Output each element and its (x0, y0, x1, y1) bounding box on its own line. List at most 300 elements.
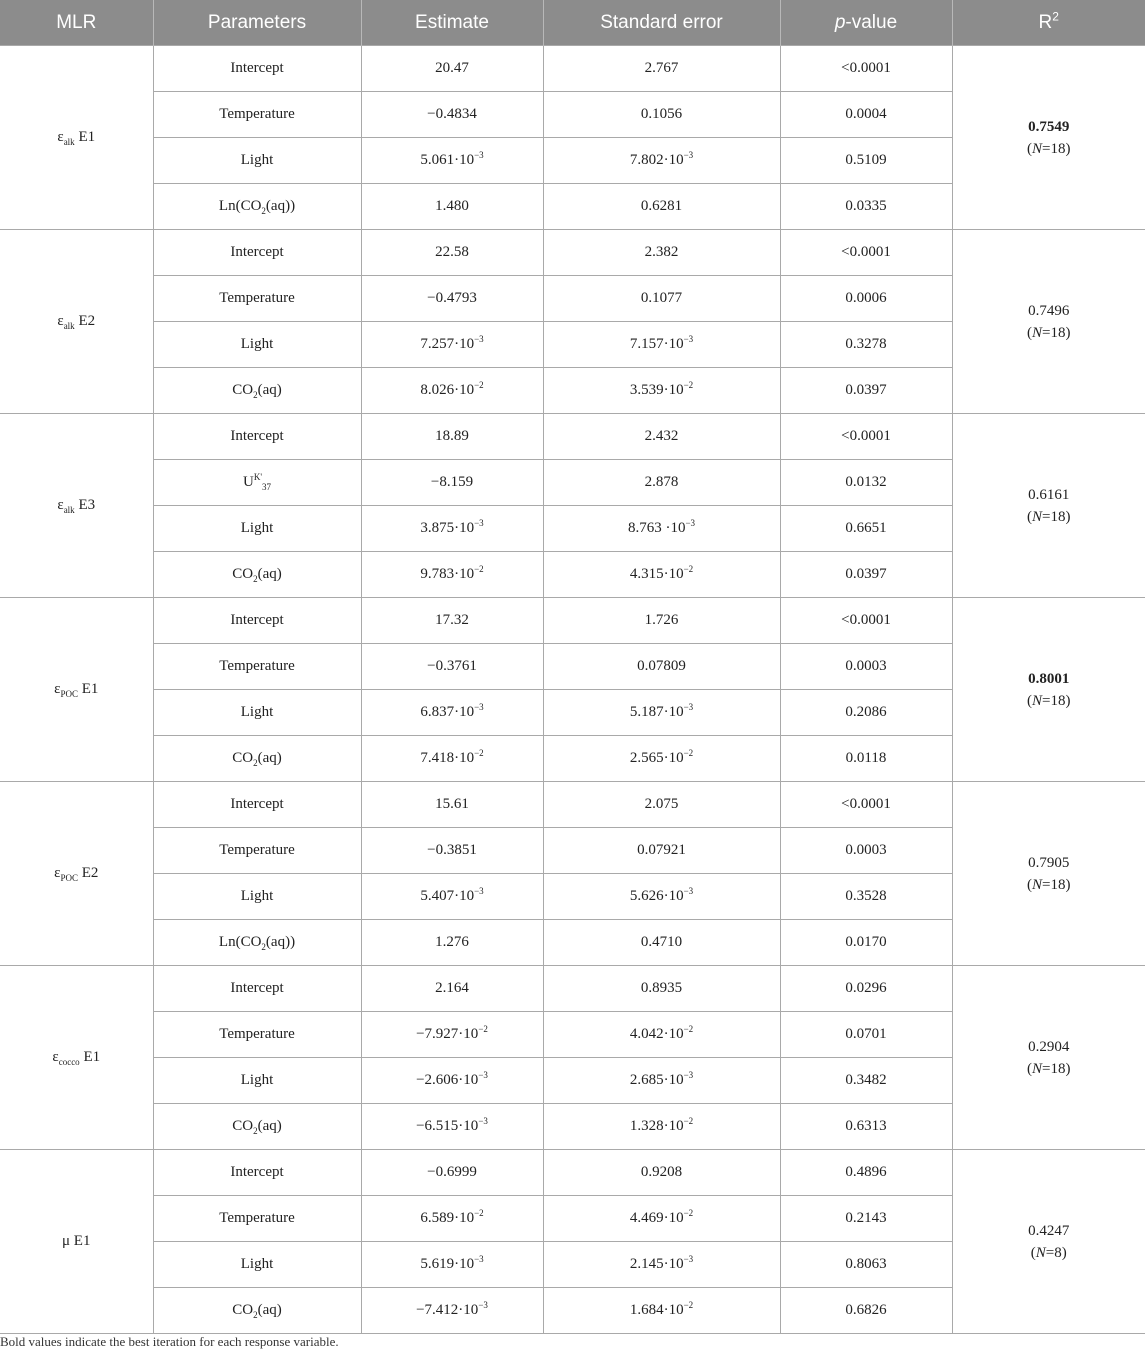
estimate-cell (361, 1150, 543, 1196)
model-name-sub: POC (60, 873, 78, 883)
header-estimate: Estimate (361, 0, 543, 46)
estimate-cell (361, 138, 543, 184)
parameter-cell (153, 1288, 361, 1334)
sample-size (953, 874, 1145, 896)
p-value-cell: <0.0001 (780, 782, 952, 828)
header-mlr: MLR (0, 0, 153, 46)
p-value-cell: 0.0170 (780, 920, 952, 966)
standard-error-base: 2.432 (644, 428, 679, 444)
p-italic: p (834, 11, 846, 33)
parameter-cell (153, 1058, 361, 1104)
parameter-cell (153, 966, 361, 1012)
estimate-base: −8.159 (430, 474, 474, 490)
parameter-cell (153, 1104, 361, 1150)
parameter-sub: 37 (261, 482, 271, 492)
sample-size-label: N (1035, 1244, 1046, 1261)
estimate-base: 5.061·10 (420, 152, 475, 168)
p-value-cell: 0.0132 (780, 460, 952, 506)
parameter-cell (153, 736, 361, 782)
model-name-sub: alk (63, 137, 75, 147)
standard-error-base: 2.382 (644, 244, 679, 260)
parameter-rest: (aq)) (265, 198, 296, 214)
estimate-cell (361, 966, 543, 1012)
standard-error-base: 1.684·10 (629, 1302, 684, 1318)
paren-close: ) (1065, 1060, 1071, 1077)
table-row (0, 782, 1145, 828)
parameter-base: Ln(CO (218, 934, 262, 950)
parameter-cell (153, 644, 361, 690)
estimate-base: 5.619·10 (420, 1256, 475, 1272)
table-body (0, 46, 1145, 1334)
parameter-cell (153, 552, 361, 598)
parameter-cell (153, 368, 361, 414)
r-squared-value: 0.7905 (1028, 854, 1070, 871)
standard-error-sup: −3 (683, 702, 694, 712)
sample-size-label: N (1032, 140, 1043, 157)
parameter-rest: (aq) (257, 566, 282, 582)
estimate-sup: −2 (474, 748, 484, 758)
parameter-rest: (aq)) (265, 934, 296, 950)
estimate-cell (361, 644, 543, 690)
paren-close: ) (1065, 876, 1071, 893)
parameter-sub: 2 (253, 1126, 258, 1136)
estimate-base: 2.164 (435, 980, 469, 996)
standard-error-cell (543, 1012, 780, 1058)
parameter-rest: (aq) (257, 1302, 282, 1318)
estimate-cell (361, 506, 543, 552)
r-squared-value: 0.4247 (1028, 1222, 1070, 1239)
parameter-cell (153, 874, 361, 920)
estimate-sup: −2 (474, 564, 484, 574)
estimate-cell (361, 184, 543, 230)
parameter-sub: 2 (261, 942, 266, 952)
paren-open: ( (1027, 140, 1032, 157)
parameter-cell (153, 506, 361, 552)
mlr-model-name (0, 46, 153, 230)
p-value-cell: 0.0296 (780, 966, 952, 1012)
estimate-base: −7.412·10 (416, 1302, 479, 1318)
r-squared-value: 0.8001 (1028, 670, 1070, 687)
standard-error-cell (543, 230, 780, 276)
sample-size-label: N (1032, 324, 1043, 341)
standard-error-base: 4.042·10 (629, 1026, 684, 1042)
p-value-cell: 0.3278 (780, 322, 952, 368)
model-name-base: ε (54, 865, 61, 881)
estimate-cell (361, 1288, 543, 1334)
standard-error-cell (543, 138, 780, 184)
paren-open: ( (1027, 508, 1032, 525)
p-value-cell: 0.6826 (780, 1288, 952, 1334)
paren-close: ) (1065, 692, 1071, 709)
standard-error-cell (543, 184, 780, 230)
standard-error-base: 0.07809 (637, 658, 686, 674)
parameter-base: Temperature (219, 1210, 295, 1226)
model-name-sub: POC (60, 689, 78, 699)
paren-close: ) (1065, 140, 1071, 157)
estimate-sup: −3 (478, 1300, 488, 1310)
sample-size (953, 322, 1145, 344)
p-value-cell: 0.6313 (780, 1104, 952, 1150)
parameter-sub: 2 (253, 390, 258, 400)
standard-error-base: 7.157·10 (629, 336, 684, 352)
estimate-cell (361, 1012, 543, 1058)
standard-error-base: 2.878 (644, 474, 679, 490)
estimate-base: 8.026·10 (420, 382, 475, 398)
estimate-sup: −3 (478, 1070, 488, 1080)
estimate-base: 7.257·10 (420, 336, 475, 352)
p-value-cell: 0.4896 (780, 1150, 952, 1196)
standard-error-base: 8.763 ·10 (627, 520, 686, 536)
standard-error-sup: −2 (683, 564, 694, 574)
parameter-base: Intercept (230, 796, 284, 812)
parameter-cell (153, 1196, 361, 1242)
sample-size (953, 690, 1145, 712)
standard-error-cell (543, 598, 780, 644)
paren-open: ( (1027, 1060, 1032, 1077)
sample-size-value: =18 (1042, 876, 1066, 893)
estimate-cell (361, 598, 543, 644)
parameter-cell (153, 598, 361, 644)
table-row (0, 966, 1145, 1012)
parameter-cell (153, 322, 361, 368)
estimate-base: −6.515·10 (416, 1118, 479, 1134)
estimate-base: 18.89 (435, 428, 469, 444)
estimate-sup: −2 (478, 1024, 488, 1034)
parameter-base: Light (240, 704, 274, 720)
standard-error-cell (543, 1104, 780, 1150)
estimate-cell (361, 276, 543, 322)
p-value-cell: 0.0118 (780, 736, 952, 782)
parameter-base: U (243, 474, 254, 490)
standard-error-base: 2.767 (644, 60, 679, 76)
p-value-cell: 0.0335 (780, 184, 952, 230)
sample-size (953, 138, 1145, 160)
mlr-model-name (0, 230, 153, 414)
parameter-cell (153, 828, 361, 874)
standard-error-sup: −3 (683, 334, 694, 344)
p-value-cell: 0.2143 (780, 1196, 952, 1242)
parameter-cell (153, 690, 361, 736)
model-name-rest: E1 (74, 129, 96, 145)
parameter-sub: 2 (253, 1310, 258, 1320)
parameter-cell (153, 46, 361, 92)
r-squared-value: 0.7496 (1028, 302, 1070, 319)
standard-error-sup: −2 (683, 748, 694, 758)
model-name-rest: E1 (79, 1049, 101, 1065)
header-p-value (780, 0, 952, 46)
parameter-base: Light (240, 520, 274, 536)
estimate-base: −0.3851 (427, 842, 477, 858)
estimate-base: −2.606·10 (416, 1072, 479, 1088)
standard-error-sup: −2 (683, 380, 694, 390)
standard-error-sup: −3 (683, 150, 694, 160)
estimate-sup: −3 (474, 886, 484, 896)
paren-open: ( (1027, 692, 1032, 709)
estimate-base: 1.276 (435, 934, 469, 950)
standard-error-cell (543, 920, 780, 966)
table-row (0, 230, 1145, 276)
sample-size-value: =8 (1045, 1244, 1062, 1261)
model-name-sub: cocco (58, 1057, 80, 1067)
parameter-cell (153, 782, 361, 828)
paren-close: ) (1065, 324, 1071, 341)
estimate-cell (361, 920, 543, 966)
estimate-base: 20.47 (435, 60, 469, 76)
parameter-cell (153, 414, 361, 460)
parameter-base: Temperature (219, 290, 295, 306)
parameter-base: Intercept (230, 1164, 284, 1180)
parameter-sub: 2 (253, 574, 258, 584)
paren-open: ( (1027, 324, 1032, 341)
standard-error-cell (543, 1242, 780, 1288)
table-row (0, 46, 1145, 92)
table-row (0, 1150, 1145, 1196)
standard-error-base: 2.685·10 (629, 1072, 684, 1088)
standard-error-sup: −3 (683, 1254, 694, 1264)
estimate-cell (361, 414, 543, 460)
estimate-base: 1.480 (435, 198, 469, 214)
parameter-cell (153, 1012, 361, 1058)
mlr-model-name (0, 966, 153, 1150)
estimate-base: −0.3761 (427, 658, 477, 674)
standard-error-sup: −2 (683, 1024, 694, 1034)
parameter-base: CO (232, 382, 254, 398)
standard-error-base: 0.8935 (640, 980, 683, 996)
parameter-base: Light (240, 1256, 274, 1272)
header-standard-error: Standard error (543, 0, 780, 46)
estimate-sup: −2 (474, 1208, 484, 1218)
standard-error-cell (543, 1196, 780, 1242)
standard-error-base: 0.1056 (640, 106, 683, 122)
model-name-base: ε (52, 1049, 59, 1065)
estimate-cell (361, 230, 543, 276)
p-value-cell: 0.0397 (780, 368, 952, 414)
paren-open: ( (1030, 1244, 1036, 1261)
standard-error-cell (543, 506, 780, 552)
parameter-cell (153, 460, 361, 506)
p-value-cell: 0.0006 (780, 276, 952, 322)
sample-size (953, 1242, 1145, 1264)
parameter-sup: K' (253, 472, 262, 482)
p-value-rest: -value (845, 11, 898, 33)
standard-error-cell (543, 1288, 780, 1334)
estimate-base: 22.58 (435, 244, 469, 260)
sample-size-value: =18 (1042, 1060, 1066, 1077)
parameter-base: Light (240, 1072, 274, 1088)
parameter-base: CO (232, 1302, 254, 1318)
parameter-rest: (aq) (257, 750, 282, 766)
sample-size-value: =18 (1042, 508, 1066, 525)
p-value-cell: 0.2086 (780, 690, 952, 736)
parameter-base: CO (232, 566, 254, 582)
estimate-cell (361, 322, 543, 368)
table-header (0, 0, 1145, 46)
header-r-squared (952, 0, 1145, 46)
parameter-cell (153, 230, 361, 276)
sample-size-label: N (1032, 692, 1043, 709)
estimate-cell (361, 690, 543, 736)
standard-error-cell (543, 460, 780, 506)
standard-error-base: 4.315·10 (629, 566, 684, 582)
standard-error-cell (543, 1058, 780, 1104)
r2-base: R (1038, 11, 1053, 33)
standard-error-base: 7.802·10 (629, 152, 684, 168)
estimate-cell (361, 782, 543, 828)
parameter-cell (153, 1150, 361, 1196)
p-value-cell: 0.5109 (780, 138, 952, 184)
parameter-cell (153, 276, 361, 322)
sample-size-value: =18 (1042, 324, 1066, 341)
estimate-base: 6.837·10 (420, 704, 475, 720)
standard-error-base: 4.469·10 (629, 1210, 684, 1226)
estimate-cell (361, 368, 543, 414)
parameter-base: Intercept (230, 612, 284, 628)
parameter-base: CO (232, 750, 254, 766)
parameter-base: Temperature (219, 842, 295, 858)
p-value-cell: 0.3482 (780, 1058, 952, 1104)
estimate-sup: −3 (474, 518, 484, 528)
sample-size-label: N (1032, 508, 1043, 525)
parameter-rest: (aq) (257, 382, 282, 398)
standard-error-cell (543, 782, 780, 828)
estimate-base: 15.61 (435, 796, 469, 812)
paren-close: ) (1065, 508, 1071, 525)
p-value-cell: <0.0001 (780, 230, 952, 276)
standard-error-base: 1.328·10 (629, 1118, 684, 1134)
estimate-cell (361, 1104, 543, 1150)
estimate-base: −0.4834 (427, 106, 477, 122)
standard-error-base: 0.9208 (640, 1164, 683, 1180)
standard-error-base: 3.539·10 (629, 382, 684, 398)
parameter-sub: 2 (261, 206, 266, 216)
model-name-sub: alk (63, 321, 75, 331)
p-value-cell: <0.0001 (780, 46, 952, 92)
model-name-base: ε (57, 129, 64, 145)
standard-error-cell (543, 874, 780, 920)
model-name-rest: E3 (74, 497, 96, 513)
standard-error-sup: −3 (683, 886, 694, 896)
parameter-base: Temperature (219, 1026, 295, 1042)
sample-size-label: N (1032, 876, 1043, 893)
estimate-base: 9.783·10 (420, 566, 475, 582)
r-squared-cell (952, 598, 1145, 782)
sample-size-label: N (1032, 1060, 1043, 1077)
estimate-sup: −3 (474, 334, 484, 344)
r-squared-cell (952, 1150, 1145, 1334)
sample-size (953, 506, 1145, 528)
estimate-base: 5.407·10 (420, 888, 475, 904)
estimate-sup: −3 (478, 1116, 488, 1126)
r-squared-value: 0.6161 (1028, 486, 1070, 503)
standard-error-base: 2.075 (644, 796, 679, 812)
sample-size-value: =18 (1042, 140, 1066, 157)
table-row (0, 598, 1145, 644)
estimate-sup: −3 (474, 702, 484, 712)
r-squared-cell (952, 46, 1145, 230)
parameter-cell (153, 92, 361, 138)
estimate-cell (361, 874, 543, 920)
table-footnote: Bold values indicate the best iteration for each response variable. (0, 1334, 339, 1349)
standard-error-cell (543, 322, 780, 368)
r-squared-cell (952, 966, 1145, 1150)
standard-error-sup: −3 (683, 1070, 694, 1080)
model-name-base: ε (54, 681, 61, 697)
header-row (0, 0, 1145, 46)
estimate-cell (361, 736, 543, 782)
parameter-base: Temperature (219, 658, 295, 674)
parameter-cell (153, 1242, 361, 1288)
p-value-cell: 0.8063 (780, 1242, 952, 1288)
r-squared-cell (952, 230, 1145, 414)
parameter-base: Temperature (219, 106, 295, 122)
p-value-cell: 0.6651 (780, 506, 952, 552)
standard-error-sup: −2 (683, 1116, 694, 1126)
standard-error-cell (543, 690, 780, 736)
estimate-base: −7.927·10 (416, 1026, 479, 1042)
parameter-base: Light (240, 152, 274, 168)
standard-error-base: 5.626·10 (629, 888, 684, 904)
r-squared-cell (952, 782, 1145, 966)
model-name-base: μ E1 (62, 1233, 91, 1249)
standard-error-base: 0.6281 (640, 198, 683, 214)
standard-error-cell (543, 414, 780, 460)
estimate-base: 3.875·10 (420, 520, 475, 536)
standard-error-cell (543, 276, 780, 322)
standard-error-cell (543, 92, 780, 138)
model-name-base: ε (57, 497, 64, 513)
estimate-cell (361, 1058, 543, 1104)
r-squared-cell (952, 414, 1145, 598)
mlr-model-name (0, 414, 153, 598)
standard-error-sup: −3 (685, 518, 696, 528)
standard-error-cell (543, 1150, 780, 1196)
standard-error-base: 2.565·10 (629, 750, 684, 766)
model-name-sub: alk (63, 505, 75, 515)
sample-size (953, 1058, 1145, 1080)
standard-error-cell (543, 828, 780, 874)
model-name-rest: E2 (74, 313, 96, 329)
parameter-base: CO (232, 1118, 254, 1134)
model-name-rest: E2 (77, 865, 99, 881)
estimate-cell (361, 92, 543, 138)
r-squared-value: 0.2904 (1028, 1038, 1070, 1055)
estimate-sup: −3 (474, 1254, 484, 1264)
estimate-base: 6.589·10 (420, 1210, 475, 1226)
p-value-cell: 0.0397 (780, 552, 952, 598)
parameter-base: Intercept (230, 980, 284, 996)
estimate-cell (361, 1242, 543, 1288)
paren-close: ) (1061, 1244, 1067, 1261)
parameter-cell (153, 138, 361, 184)
p-value-cell: <0.0001 (780, 414, 952, 460)
parameter-base: Ln(CO (218, 198, 262, 214)
p-value-cell: 0.0003 (780, 828, 952, 874)
p-value-cell: 0.0003 (780, 644, 952, 690)
mlr-model-name (0, 782, 153, 966)
paren-open: ( (1027, 876, 1032, 893)
header-parameters: Parameters (153, 0, 361, 46)
standard-error-cell (543, 368, 780, 414)
p-value-cell: 0.3528 (780, 874, 952, 920)
r-squared-value: 0.7549 (1028, 118, 1070, 135)
standard-error-cell (543, 966, 780, 1012)
estimate-sup: −3 (474, 150, 484, 160)
p-value-cell: <0.0001 (780, 598, 952, 644)
model-name-rest: E1 (77, 681, 99, 697)
standard-error-cell (543, 46, 780, 92)
parameter-cell (153, 920, 361, 966)
standard-error-base: 5.187·10 (629, 704, 684, 720)
